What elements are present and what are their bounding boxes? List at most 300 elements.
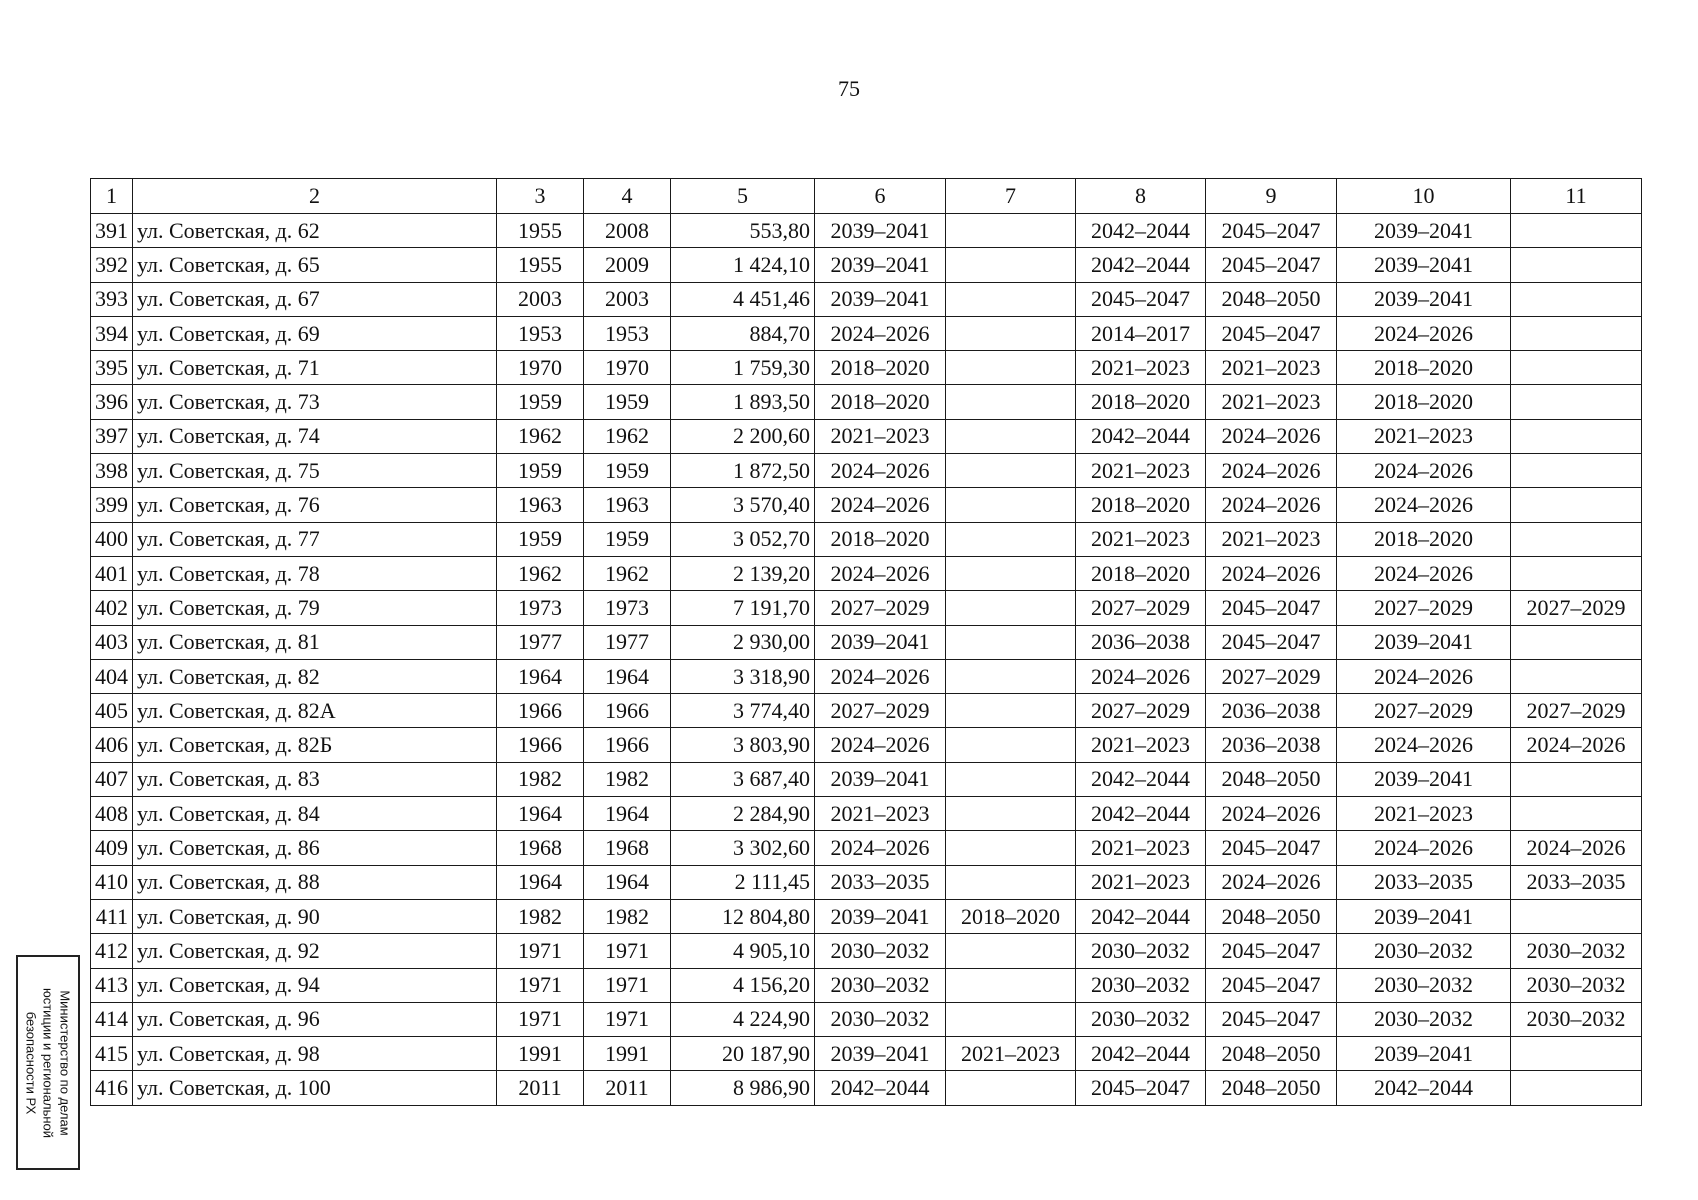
table-cell-col-7: [946, 625, 1076, 659]
table-cell-col-10: 2024–2026: [1337, 659, 1511, 693]
table-cell-col-1: 416: [91, 1071, 133, 1105]
table-cell-col-5: 2 111,45: [671, 865, 815, 899]
table-cell-col-6: 2030–2032: [815, 934, 946, 968]
table-cell-col-2: ул. Советская, д. 73: [133, 385, 497, 419]
table-cell-col-4: 1959: [584, 522, 671, 556]
table-cell-col-2: ул. Советская, д. 79: [133, 591, 497, 625]
table-cell-col-6: 2024–2026: [815, 488, 946, 522]
table-cell-col-11: 2033–2035: [1511, 865, 1642, 899]
table-cell-col-6: 2030–2032: [815, 968, 946, 1002]
table-cell-col-10: 2039–2041: [1337, 214, 1511, 248]
table-cell-col-3: 1962: [497, 556, 584, 590]
table-cell-col-3: 1959: [497, 454, 584, 488]
table-cell-col-10: 2030–2032: [1337, 968, 1511, 1002]
table-cell-col-11: 2024–2026: [1511, 728, 1642, 762]
table-cell-col-4: 1982: [584, 899, 671, 933]
table-cell-col-7: 2021–2023: [946, 1037, 1076, 1071]
table-cell-col-3: 1970: [497, 351, 584, 385]
table-cell-col-9: 2024–2026: [1206, 865, 1337, 899]
table-cell-col-10: 2030–2032: [1337, 934, 1511, 968]
table-cell-col-2: ул. Советская, д. 82: [133, 659, 497, 693]
table-cell-col-3: 1977: [497, 625, 584, 659]
table-cell-col-11: [1511, 454, 1642, 488]
table-cell-col-10: 2039–2041: [1337, 899, 1511, 933]
table-cell-col-1: 396: [91, 385, 133, 419]
page-number: 75: [838, 76, 860, 101]
table-cell-col-2: ул. Советская, д. 82А: [133, 694, 497, 728]
table-cell-col-2: ул. Советская, д. 94: [133, 968, 497, 1002]
table-cell-col-9: 2045–2047: [1206, 831, 1337, 865]
table-cell-col-1: 415: [91, 1037, 133, 1071]
table-cell-col-9: 2048–2050: [1206, 282, 1337, 316]
column-header-11: 11: [1511, 179, 1642, 214]
table-cell-col-11: [1511, 419, 1642, 453]
table-row: [91, 351, 1642, 385]
table-cell-col-6: 2039–2041: [815, 1037, 946, 1071]
table-cell-col-7: [946, 214, 1076, 248]
table-cell-col-8: 2018–2020: [1076, 385, 1206, 419]
table-cell-col-9: 2045–2047: [1206, 625, 1337, 659]
table-cell-col-3: 1959: [497, 522, 584, 556]
table-cell-col-9: 2024–2026: [1206, 556, 1337, 590]
table-cell-col-8: 2021–2023: [1076, 831, 1206, 865]
table-row: [91, 968, 1642, 1002]
table-cell-col-10: 2033–2035: [1337, 865, 1511, 899]
table-cell-col-5: 1 872,50: [671, 454, 815, 488]
table-cell-col-7: [946, 1002, 1076, 1036]
table-cell-col-10: 2024–2026: [1337, 728, 1511, 762]
table-cell-col-10: 2039–2041: [1337, 282, 1511, 316]
table-cell-col-11: [1511, 899, 1642, 933]
table-row: [91, 488, 1642, 522]
table-cell-col-3: 1971: [497, 1002, 584, 1036]
table-cell-col-3: 1971: [497, 934, 584, 968]
table-cell-col-4: 1970: [584, 351, 671, 385]
table-cell-col-9: 2048–2050: [1206, 1071, 1337, 1105]
table-cell-col-6: 2018–2020: [815, 351, 946, 385]
table-cell-col-6: 2024–2026: [815, 659, 946, 693]
table-cell-col-4: 1962: [584, 419, 671, 453]
table-cell-col-3: 1964: [497, 797, 584, 831]
table-cell-col-4: 2009: [584, 248, 671, 282]
table-cell-col-10: 2039–2041: [1337, 248, 1511, 282]
table-cell-col-11: [1511, 659, 1642, 693]
column-header-2: 2: [133, 179, 497, 214]
table-cell-col-8: 2021–2023: [1076, 865, 1206, 899]
table-cell-col-8: 2021–2023: [1076, 454, 1206, 488]
table-cell-col-2: ул. Советская, д. 76: [133, 488, 497, 522]
table-row: [91, 659, 1642, 693]
table-cell-col-4: 1964: [584, 865, 671, 899]
table-cell-col-8: 2042–2044: [1076, 762, 1206, 796]
table-cell-col-2: ул. Советская, д. 86: [133, 831, 497, 865]
table-cell-col-2: ул. Советская, д. 74: [133, 419, 497, 453]
table-cell-col-8: 2018–2020: [1076, 556, 1206, 590]
table-cell-col-2: ул. Советская, д. 90: [133, 899, 497, 933]
table-cell-col-1: 404: [91, 659, 133, 693]
table-cell-col-2: ул. Советская, д. 81: [133, 625, 497, 659]
table-cell-col-5: 4 905,10: [671, 934, 815, 968]
table-cell-col-9: 2021–2023: [1206, 522, 1337, 556]
table-cell-col-10: 2021–2023: [1337, 797, 1511, 831]
table-cell-col-6: 2027–2029: [815, 591, 946, 625]
table-cell-col-9: 2048–2050: [1206, 899, 1337, 933]
table-cell-col-2: ул. Советская, д. 75: [133, 454, 497, 488]
table-cell-col-8: 2030–2032: [1076, 1002, 1206, 1036]
table-cell-col-8: 2014–2017: [1076, 316, 1206, 350]
table-row: [91, 1071, 1642, 1105]
table-cell-col-10: 2018–2020: [1337, 385, 1511, 419]
table-cell-col-1: 403: [91, 625, 133, 659]
table-cell-col-1: 405: [91, 694, 133, 728]
table-cell-col-5: 2 930,00: [671, 625, 815, 659]
table-cell-col-3: 2003: [497, 282, 584, 316]
table-row: [91, 248, 1642, 282]
table-cell-col-10: 2018–2020: [1337, 351, 1511, 385]
table-cell-col-9: 2045–2047: [1206, 934, 1337, 968]
table-cell-col-10: 2024–2026: [1337, 488, 1511, 522]
table-cell-col-5: 4 224,90: [671, 1002, 815, 1036]
table-cell-col-1: 406: [91, 728, 133, 762]
table-cell-col-2: ул. Советская, д. 77: [133, 522, 497, 556]
table-cell-col-3: 2011: [497, 1071, 584, 1105]
table-cell-col-6: 2039–2041: [815, 214, 946, 248]
table-cell-col-1: 399: [91, 488, 133, 522]
table-cell-col-11: [1511, 385, 1642, 419]
table-cell-col-9: 2045–2047: [1206, 968, 1337, 1002]
table-cell-col-8: 2018–2020: [1076, 488, 1206, 522]
table-cell-col-9: 2045–2047: [1206, 316, 1337, 350]
table-cell-col-11: [1511, 797, 1642, 831]
table-cell-col-6: 2018–2020: [815, 385, 946, 419]
table-cell-col-1: 413: [91, 968, 133, 1002]
column-header-1: 1: [91, 179, 133, 214]
table-cell-col-6: 2030–2032: [815, 1002, 946, 1036]
table-cell-col-9: 2045–2047: [1206, 248, 1337, 282]
table-cell-col-2: ул. Советская, д. 67: [133, 282, 497, 316]
column-header-7: 7: [946, 179, 1076, 214]
table-cell-col-7: [946, 316, 1076, 350]
table-cell-col-1: 391: [91, 214, 133, 248]
table-cell-col-8: 2045–2047: [1076, 282, 1206, 316]
table-cell-col-4: 1982: [584, 762, 671, 796]
table-cell-col-11: [1511, 282, 1642, 316]
table-cell-col-10: 2027–2029: [1337, 694, 1511, 728]
table-cell-col-6: 2018–2020: [815, 522, 946, 556]
table-cell-col-9: 2036–2038: [1206, 694, 1337, 728]
table-cell-col-6: 2021–2023: [815, 419, 946, 453]
table-cell-col-8: 2042–2044: [1076, 797, 1206, 831]
table-cell-col-3: 1955: [497, 248, 584, 282]
table-cell-col-4: 1963: [584, 488, 671, 522]
table-cell-col-11: [1511, 1071, 1642, 1105]
table-cell-col-5: 884,70: [671, 316, 815, 350]
table-cell-col-4: 1971: [584, 934, 671, 968]
stamp-line: юстиции и региональной: [40, 987, 56, 1138]
table-cell-col-4: 1959: [584, 454, 671, 488]
table-cell-col-5: 3 570,40: [671, 488, 815, 522]
table-cell-col-5: 8 986,90: [671, 1071, 815, 1105]
table-cell-col-9: 2024–2026: [1206, 797, 1337, 831]
table-row: [91, 385, 1642, 419]
table-cell-col-3: 1973: [497, 591, 584, 625]
table-cell-col-7: [946, 934, 1076, 968]
table-cell-col-2: ул. Советская, д. 100: [133, 1071, 497, 1105]
table-cell-col-6: 2027–2029: [815, 694, 946, 728]
table-cell-col-11: [1511, 351, 1642, 385]
table-row: [91, 454, 1642, 488]
table-cell-col-2: ул. Советская, д. 82Б: [133, 728, 497, 762]
table-cell-col-6: 2039–2041: [815, 762, 946, 796]
table-cell-col-7: [946, 522, 1076, 556]
table-cell-col-5: 3 318,90: [671, 659, 815, 693]
table-cell-col-6: 2021–2023: [815, 797, 946, 831]
table-cell-col-9: 2024–2026: [1206, 454, 1337, 488]
table-cell-col-5: 3 302,60: [671, 831, 815, 865]
table-row: [91, 934, 1642, 968]
table-cell-col-1: 401: [91, 556, 133, 590]
table-cell-col-9: 2045–2047: [1206, 214, 1337, 248]
table-cell-col-3: 1982: [497, 899, 584, 933]
table-cell-col-5: 3 687,40: [671, 762, 815, 796]
table-cell-col-5: 553,80: [671, 214, 815, 248]
table-cell-col-5: 7 191,70: [671, 591, 815, 625]
table-cell-col-7: [946, 728, 1076, 762]
table-cell-col-4: 2008: [584, 214, 671, 248]
table-cell-col-6: 2039–2041: [815, 625, 946, 659]
table-row: [91, 316, 1642, 350]
table-cell-col-11: [1511, 625, 1642, 659]
table-cell-col-4: 1966: [584, 694, 671, 728]
table-cell-col-3: 1962: [497, 419, 584, 453]
table-header-row: [91, 179, 1642, 214]
table-cell-col-1: 395: [91, 351, 133, 385]
table-row: [91, 899, 1642, 933]
table-row: [91, 1002, 1642, 1036]
table-cell-col-11: [1511, 762, 1642, 796]
table-row: [91, 556, 1642, 590]
table-row: [91, 762, 1642, 796]
table-row: [91, 728, 1642, 762]
table-cell-col-9: 2048–2050: [1206, 762, 1337, 796]
column-header-9: 9: [1206, 179, 1337, 214]
table-row: [91, 419, 1642, 453]
table-cell-col-4: 1971: [584, 1002, 671, 1036]
table-cell-col-10: 2018–2020: [1337, 522, 1511, 556]
table-cell-col-6: 2024–2026: [815, 728, 946, 762]
table-cell-col-1: 411: [91, 899, 133, 933]
table-cell-col-5: 1 893,50: [671, 385, 815, 419]
table-cell-col-9: 2036–2038: [1206, 728, 1337, 762]
table-cell-col-1: 392: [91, 248, 133, 282]
table-cell-col-4: 1964: [584, 797, 671, 831]
table-cell-col-4: 1953: [584, 316, 671, 350]
table-cell-col-8: 2021–2023: [1076, 522, 1206, 556]
table-cell-col-8: 2042–2044: [1076, 214, 1206, 248]
table-cell-col-3: 1968: [497, 831, 584, 865]
table-cell-col-11: [1511, 556, 1642, 590]
table-cell-col-2: ул. Советская, д. 98: [133, 1037, 497, 1071]
table-cell-col-5: 4 156,20: [671, 968, 815, 1002]
table-cell-col-6: 2024–2026: [815, 316, 946, 350]
table-cell-col-8: 2027–2029: [1076, 591, 1206, 625]
table-cell-col-6: 2039–2041: [815, 899, 946, 933]
table-cell-col-2: ул. Советская, д. 62: [133, 214, 497, 248]
table-cell-col-7: [946, 797, 1076, 831]
table-cell-col-10: 2024–2026: [1337, 831, 1511, 865]
table-cell-col-7: [946, 556, 1076, 590]
table-cell-col-7: [946, 454, 1076, 488]
table-cell-col-6: 2039–2041: [815, 282, 946, 316]
table-cell-col-9: 2045–2047: [1206, 591, 1337, 625]
table-cell-col-8: 2045–2047: [1076, 1071, 1206, 1105]
stamp-line: безопасности РХ: [23, 1011, 39, 1114]
table-cell-col-8: 2021–2023: [1076, 728, 1206, 762]
table-cell-col-11: [1511, 214, 1642, 248]
table-cell-col-3: 1964: [497, 659, 584, 693]
table-cell-col-9: 2024–2026: [1206, 419, 1337, 453]
table-cell-col-1: 414: [91, 1002, 133, 1036]
table-row: [91, 831, 1642, 865]
table-cell-col-4: 1971: [584, 968, 671, 1002]
table-row: [91, 694, 1642, 728]
table-cell-col-3: 1953: [497, 316, 584, 350]
table-cell-col-5: 1 759,30: [671, 351, 815, 385]
table-cell-col-2: ул. Советская, д. 69: [133, 316, 497, 350]
table-cell-col-4: 1991: [584, 1037, 671, 1071]
table-cell-col-8: 2036–2038: [1076, 625, 1206, 659]
table-cell-col-5: 4 451,46: [671, 282, 815, 316]
table-cell-col-4: 1962: [584, 556, 671, 590]
table-row: [91, 625, 1642, 659]
table-cell-col-3: 1971: [497, 968, 584, 1002]
data-table: [90, 178, 1642, 1106]
table-cell-col-7: [946, 488, 1076, 522]
table-cell-col-10: 2039–2041: [1337, 762, 1511, 796]
table-cell-col-4: 1966: [584, 728, 671, 762]
table-cell-col-11: [1511, 248, 1642, 282]
table-cell-col-3: 1966: [497, 728, 584, 762]
table-cell-col-10: 2030–2032: [1337, 1002, 1511, 1036]
table-cell-col-5: 20 187,90: [671, 1037, 815, 1071]
table-cell-col-7: [946, 351, 1076, 385]
table-cell-col-1: 409: [91, 831, 133, 865]
table-cell-col-6: 2042–2044: [815, 1071, 946, 1105]
table-cell-col-9: 2021–2023: [1206, 351, 1337, 385]
table-cell-col-3: 1963: [497, 488, 584, 522]
table-cell-col-11: [1511, 316, 1642, 350]
stamp-text: [23, 957, 74, 1169]
table-cell-col-7: [946, 385, 1076, 419]
stamp-line: Министерство по делам: [57, 989, 73, 1136]
table-row: [91, 797, 1642, 831]
table-cell-col-8: 2042–2044: [1076, 419, 1206, 453]
column-header-8: 8: [1076, 179, 1206, 214]
table-cell-col-8: 2027–2029: [1076, 694, 1206, 728]
table-cell-col-1: 398: [91, 454, 133, 488]
table-cell-col-1: 394: [91, 316, 133, 350]
table-cell-col-4: 1977: [584, 625, 671, 659]
table-cell-col-6: 2024–2026: [815, 454, 946, 488]
table-cell-col-2: ул. Советская, д. 84: [133, 797, 497, 831]
table-cell-col-10: 2024–2026: [1337, 454, 1511, 488]
table-cell-col-7: [946, 659, 1076, 693]
table-cell-col-5: 2 139,20: [671, 556, 815, 590]
table-cell-col-1: 393: [91, 282, 133, 316]
table-row: [91, 1037, 1642, 1071]
column-header-3: 3: [497, 179, 584, 214]
table-cell-col-5: 2 200,60: [671, 419, 815, 453]
table-cell-col-8: 2042–2044: [1076, 248, 1206, 282]
table-cell-col-2: ул. Советская, д. 78: [133, 556, 497, 590]
table-cell-col-1: 397: [91, 419, 133, 453]
table-cell-col-10: 2021–2023: [1337, 419, 1511, 453]
table-cell-col-7: [946, 762, 1076, 796]
table-cell-col-4: 1964: [584, 659, 671, 693]
table-cell-col-10: 2042–2044: [1337, 1071, 1511, 1105]
table-cell-col-6: 2024–2026: [815, 556, 946, 590]
table-cell-col-5: 3 803,90: [671, 728, 815, 762]
table-cell-col-5: 3 052,70: [671, 522, 815, 556]
table-cell-col-11: 2030–2032: [1511, 934, 1642, 968]
table-cell-col-9: 2021–2023: [1206, 385, 1337, 419]
table-cell-col-5: 12 804,80: [671, 899, 815, 933]
column-header-4: 4: [584, 179, 671, 214]
table-cell-col-11: [1511, 1037, 1642, 1071]
table-cell-col-7: [946, 968, 1076, 1002]
table-cell-col-11: 2027–2029: [1511, 694, 1642, 728]
table-cell-col-7: [946, 282, 1076, 316]
table-cell-col-9: 2024–2026: [1206, 488, 1337, 522]
table-cell-col-4: 2011: [584, 1071, 671, 1105]
table-cell-col-7: [946, 591, 1076, 625]
table-cell-col-5: 1 424,10: [671, 248, 815, 282]
column-header-10: 10: [1337, 179, 1511, 214]
table-body: [91, 214, 1642, 1106]
table-cell-col-2: ул. Советская, д. 88: [133, 865, 497, 899]
column-header-5: 5: [671, 179, 815, 214]
table-cell-col-7: 2018–2020: [946, 899, 1076, 933]
table-cell-col-10: 2039–2041: [1337, 625, 1511, 659]
table-cell-col-1: 400: [91, 522, 133, 556]
table-cell-col-1: 408: [91, 797, 133, 831]
table-cell-col-11: [1511, 488, 1642, 522]
table-cell-col-5: 2 284,90: [671, 797, 815, 831]
table-cell-col-7: [946, 831, 1076, 865]
table-cell-col-2: ул. Советская, д. 71: [133, 351, 497, 385]
table-cell-col-11: 2030–2032: [1511, 968, 1642, 1002]
table-row: [91, 282, 1642, 316]
table-cell-col-7: [946, 694, 1076, 728]
table-cell-col-4: 2003: [584, 282, 671, 316]
table-cell-col-2: ул. Советская, д. 96: [133, 1002, 497, 1036]
table-cell-col-1: 412: [91, 934, 133, 968]
table-cell-col-8: 2042–2044: [1076, 899, 1206, 933]
table-cell-col-7: [946, 248, 1076, 282]
table-cell-col-3: 1966: [497, 694, 584, 728]
table-cell-col-1: 407: [91, 762, 133, 796]
table-cell-col-7: [946, 419, 1076, 453]
ministry-stamp: [16, 955, 80, 1170]
table-cell-col-1: 410: [91, 865, 133, 899]
table-cell-col-8: 2030–2032: [1076, 934, 1206, 968]
table-cell-col-6: 2024–2026: [815, 831, 946, 865]
table-cell-col-9: 2027–2029: [1206, 659, 1337, 693]
table-row: [91, 522, 1642, 556]
table-cell-col-7: [946, 865, 1076, 899]
column-header-6: 6: [815, 179, 946, 214]
table-cell-col-4: 1973: [584, 591, 671, 625]
